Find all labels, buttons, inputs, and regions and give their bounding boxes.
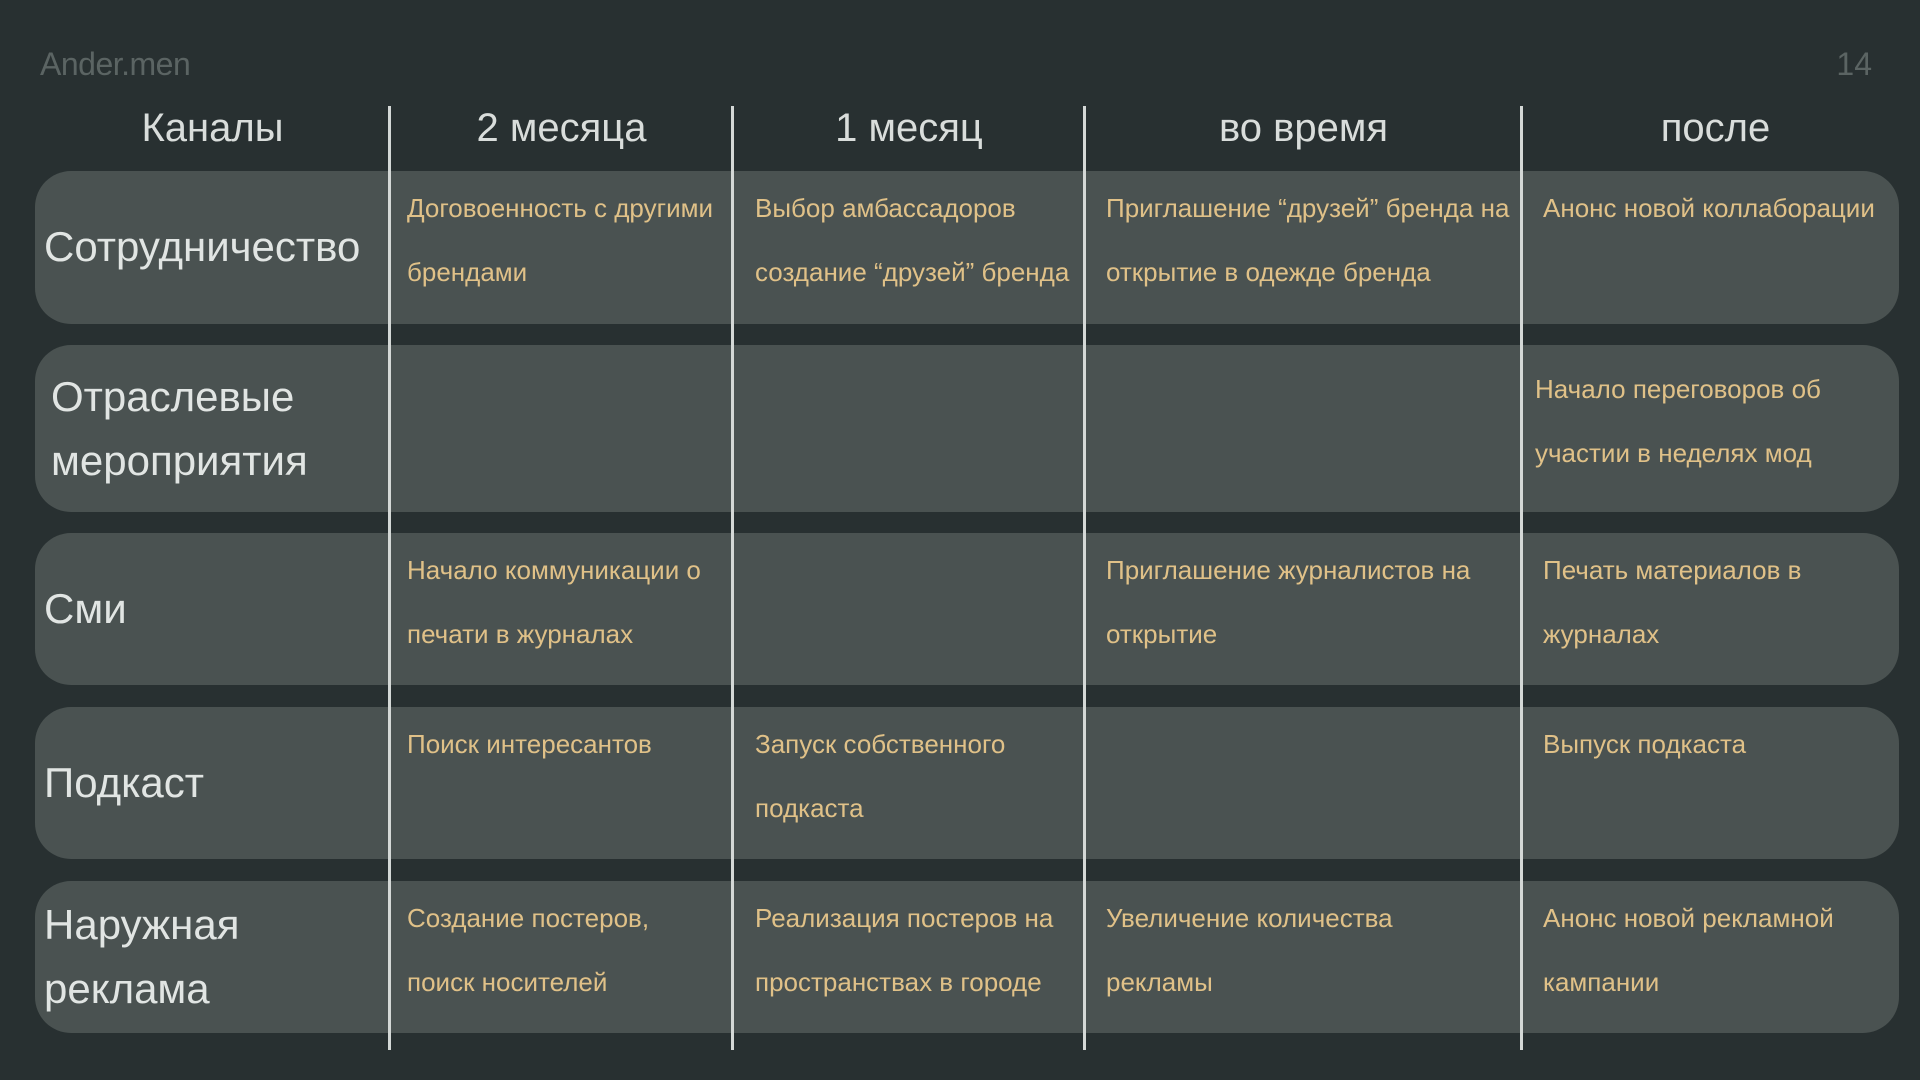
cell-line: создание “друзей” бренда	[755, 257, 1070, 287]
cell-line: журналах	[1543, 619, 1660, 649]
cell-line: открытие в одежде бренда	[1106, 257, 1431, 287]
channel-label: Отраслевые	[51, 373, 295, 420]
cell-line: Начало переговоров об	[1535, 374, 1821, 404]
cell-line: брендами	[407, 257, 528, 287]
cell-line: Реализация постеров на	[755, 903, 1054, 933]
channel-label: Сотрудничество	[44, 223, 361, 270]
cell-line: Анонс новой коллаборации	[1543, 193, 1875, 223]
cell-line: участии в неделях мод	[1535, 438, 1812, 468]
cell-line: Начало коммуникации о	[407, 555, 701, 585]
column-divider	[1520, 106, 1523, 1050]
channel-label: реклама	[44, 965, 210, 1012]
cell-line: Приглашение журналистов на	[1106, 555, 1471, 585]
cell-line: поиск носителей	[407, 967, 608, 997]
cell-line: Создание постеров,	[407, 903, 650, 933]
cell-line: кампании	[1543, 967, 1660, 997]
column-divider	[388, 106, 391, 1050]
cell-line: Выпуск подкаста	[1543, 729, 1747, 759]
cell-line: Приглашение “друзей” бренда на	[1106, 193, 1510, 223]
channel-label: Сми	[44, 585, 127, 632]
brand-label: Ander.men	[40, 46, 191, 82]
header-channels: Каналы	[141, 106, 284, 150]
cell-line: Выбор амбассадоров	[755, 193, 1016, 223]
page-number: 14	[1836, 46, 1872, 82]
cell-line: печати в журналах	[407, 619, 634, 649]
channel-label: Наружная	[44, 901, 240, 948]
header-one-month: 1 месяц	[835, 106, 983, 150]
cell-line: Увеличение количества	[1106, 903, 1393, 933]
column-divider	[731, 106, 734, 1050]
cell-line: Запуск собственного	[755, 729, 1006, 759]
cell-line: Поиск интересантов	[407, 729, 652, 759]
cell-line: Договоенность с другими	[407, 193, 713, 223]
header-after: после	[1660, 106, 1771, 150]
cell-line: Анонс новой рекламной	[1543, 903, 1834, 933]
header-during: во время	[1218, 106, 1389, 150]
cell-line: рекламы	[1106, 967, 1213, 997]
column-divider	[1083, 106, 1086, 1050]
channel-label: Подкаст	[44, 759, 205, 806]
cell-line: пространствах в городе	[755, 967, 1042, 997]
channel-label: мероприятия	[51, 437, 308, 484]
cell-line: Печать материалов в	[1543, 555, 1802, 585]
cell-line: подкаста	[755, 793, 864, 823]
header-two-months: 2 месяца	[476, 106, 647, 150]
cell-line: открытие	[1106, 619, 1218, 649]
